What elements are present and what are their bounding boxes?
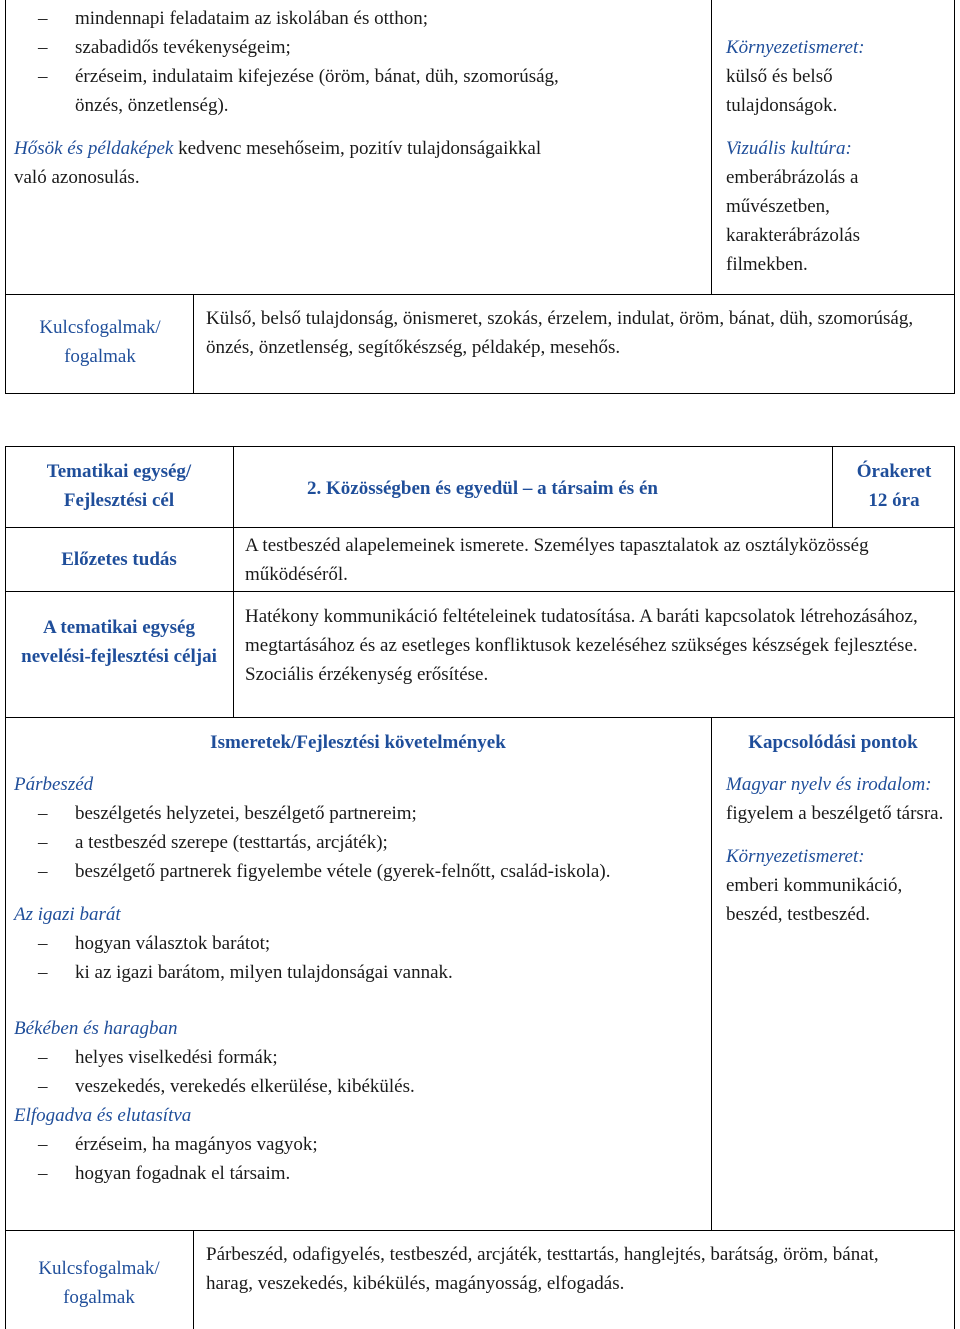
list-item: – szabadidős tevékenységeim; <box>0 33 704 62</box>
connection-topic: Környezetismeret: <box>726 846 865 867</box>
list-item: – beszélgető partnerek figyelembe vétele (gyerek-felnőtt, család-iskola). <box>0 857 704 886</box>
hours-label: Órakeret <box>856 461 932 482</box>
list-item: – helyes viselkedési formák; <box>0 1043 704 1072</box>
top-table-divider <box>711 0 712 294</box>
col-line <box>233 446 234 717</box>
section-title: Elfogadva és elutasítva <box>14 1105 192 1126</box>
heroes-text: kedvenc mesehőseim, pozitív tulajdonságaikkal való azonosulás. <box>14 138 542 188</box>
row-line <box>5 717 955 718</box>
list-item: – hogyan választok barátot; <box>0 929 704 958</box>
prior-text: A testbeszéd alapelemeinek ismerete. Személyes tapasztalatok az osztályközösség működéséről. <box>245 535 869 585</box>
section-list <box>0 929 704 987</box>
section-list <box>0 1130 704 1188</box>
top-connections-cell <box>726 33 951 279</box>
list-item: – beszélgetés helyzetei, beszélgető partnereim; <box>0 799 704 828</box>
col-line <box>832 446 833 527</box>
row-line <box>5 1230 955 1231</box>
heroes-paragraph <box>14 134 704 192</box>
connection-topic: Vizuális kultúra: <box>726 138 852 159</box>
row-line <box>5 591 955 592</box>
goals-text: Hatékony kommunikáció feltételeinek tudatosítása. A baráti kapcsolatok létrehozásához, megtartásához és az esetleges konfliktusok kezeléséhez szükséges készségek fejlesztése. Szociális érzékenység erősítése. <box>245 606 918 685</box>
unit-key-label: Kulcsfogalmak/ fogalmak <box>38 1258 160 1308</box>
requirements-body <box>14 770 704 1188</box>
section-title: Békében és haragban <box>14 1018 178 1039</box>
unit-key-text: Párbeszéd, odafigyelés, testbeszéd, arcjáték, testtartás, hanglejtés, barátság, öröm, bánat, harag, veszekedés, kibékülés, magányosság, elfogadás. <box>206 1244 879 1294</box>
list-item: – veszekedés, verekedés elkerülése, kibékülés. <box>0 1072 704 1101</box>
list-item: – mindennapi feladataim az iskolában és otthon; <box>0 4 704 33</box>
connections-header: Kapcsolódási pontok <box>748 732 918 753</box>
connection-text: emberi kommunikáció, beszéd, testbeszéd. <box>726 875 903 925</box>
top-key-text: Külső, belső tulajdonság, önismeret, szokás, érzelem, indulat, öröm, bánat, düh, szomorúság, önzés, önzetlenség, segítőkészség, példakép, mesehős. <box>206 308 914 358</box>
connection-text: külső és belső tulajdonságok. <box>726 66 838 116</box>
top-requirements-cell <box>14 4 704 192</box>
connection-text: figyelem a beszélgető társra. <box>726 803 944 824</box>
prior-label: Előzetes tudás <box>61 549 177 570</box>
connection-paragraph <box>726 770 946 828</box>
top-dash-list <box>0 4 704 120</box>
requirements-header: Ismeretek/Fejlesztési követelmények <box>210 732 506 753</box>
col-line <box>193 1230 194 1329</box>
connection-topic: Magyar nyelv és irodalom: <box>726 774 932 795</box>
row-line <box>5 527 955 528</box>
connection-topic: Környezetismeret: <box>726 37 865 58</box>
col-line <box>711 717 712 1230</box>
connections-body <box>726 770 951 929</box>
heroes-topic: Hősök és példaképek <box>14 138 174 159</box>
top-key-divider <box>193 294 194 394</box>
unit-title: 2. Közösségben és egyedül – a társaim és én <box>307 478 658 499</box>
list-item: – érzéseim, ha magányos vagyok; <box>0 1130 704 1159</box>
section-list <box>0 1043 704 1101</box>
connection-text: emberábrázolás a művészetben, karakterábrázolás filmekben. <box>726 167 860 275</box>
hours-value: 12 óra <box>868 490 920 511</box>
section-title: Párbeszéd <box>14 774 94 795</box>
top-table-row-line <box>5 294 955 295</box>
list-item: – hogyan fogadnak el társaim. <box>0 1159 704 1188</box>
section-list <box>0 799 704 886</box>
list-item: – ki az igazi barátom, milyen tulajdonságai vannak. <box>0 958 704 987</box>
top-key-label: Kulcsfogalmak/ fogalmak <box>39 317 161 367</box>
list-item: – érzéseim, indulataim kifejezése (öröm, bánat, düh, szomorúság, önzés, önzetlenség). <box>0 62 704 120</box>
list-item: – a testbeszéd szerepe (testtartás, arcjáték); <box>0 828 704 857</box>
goals-label: A tematikai egység nevelési-fejlesztési céljai <box>21 617 217 667</box>
unit-label: Tematikai egység/ Fejlesztési cél <box>46 461 192 511</box>
section-title: Az igazi barát <box>14 904 121 925</box>
